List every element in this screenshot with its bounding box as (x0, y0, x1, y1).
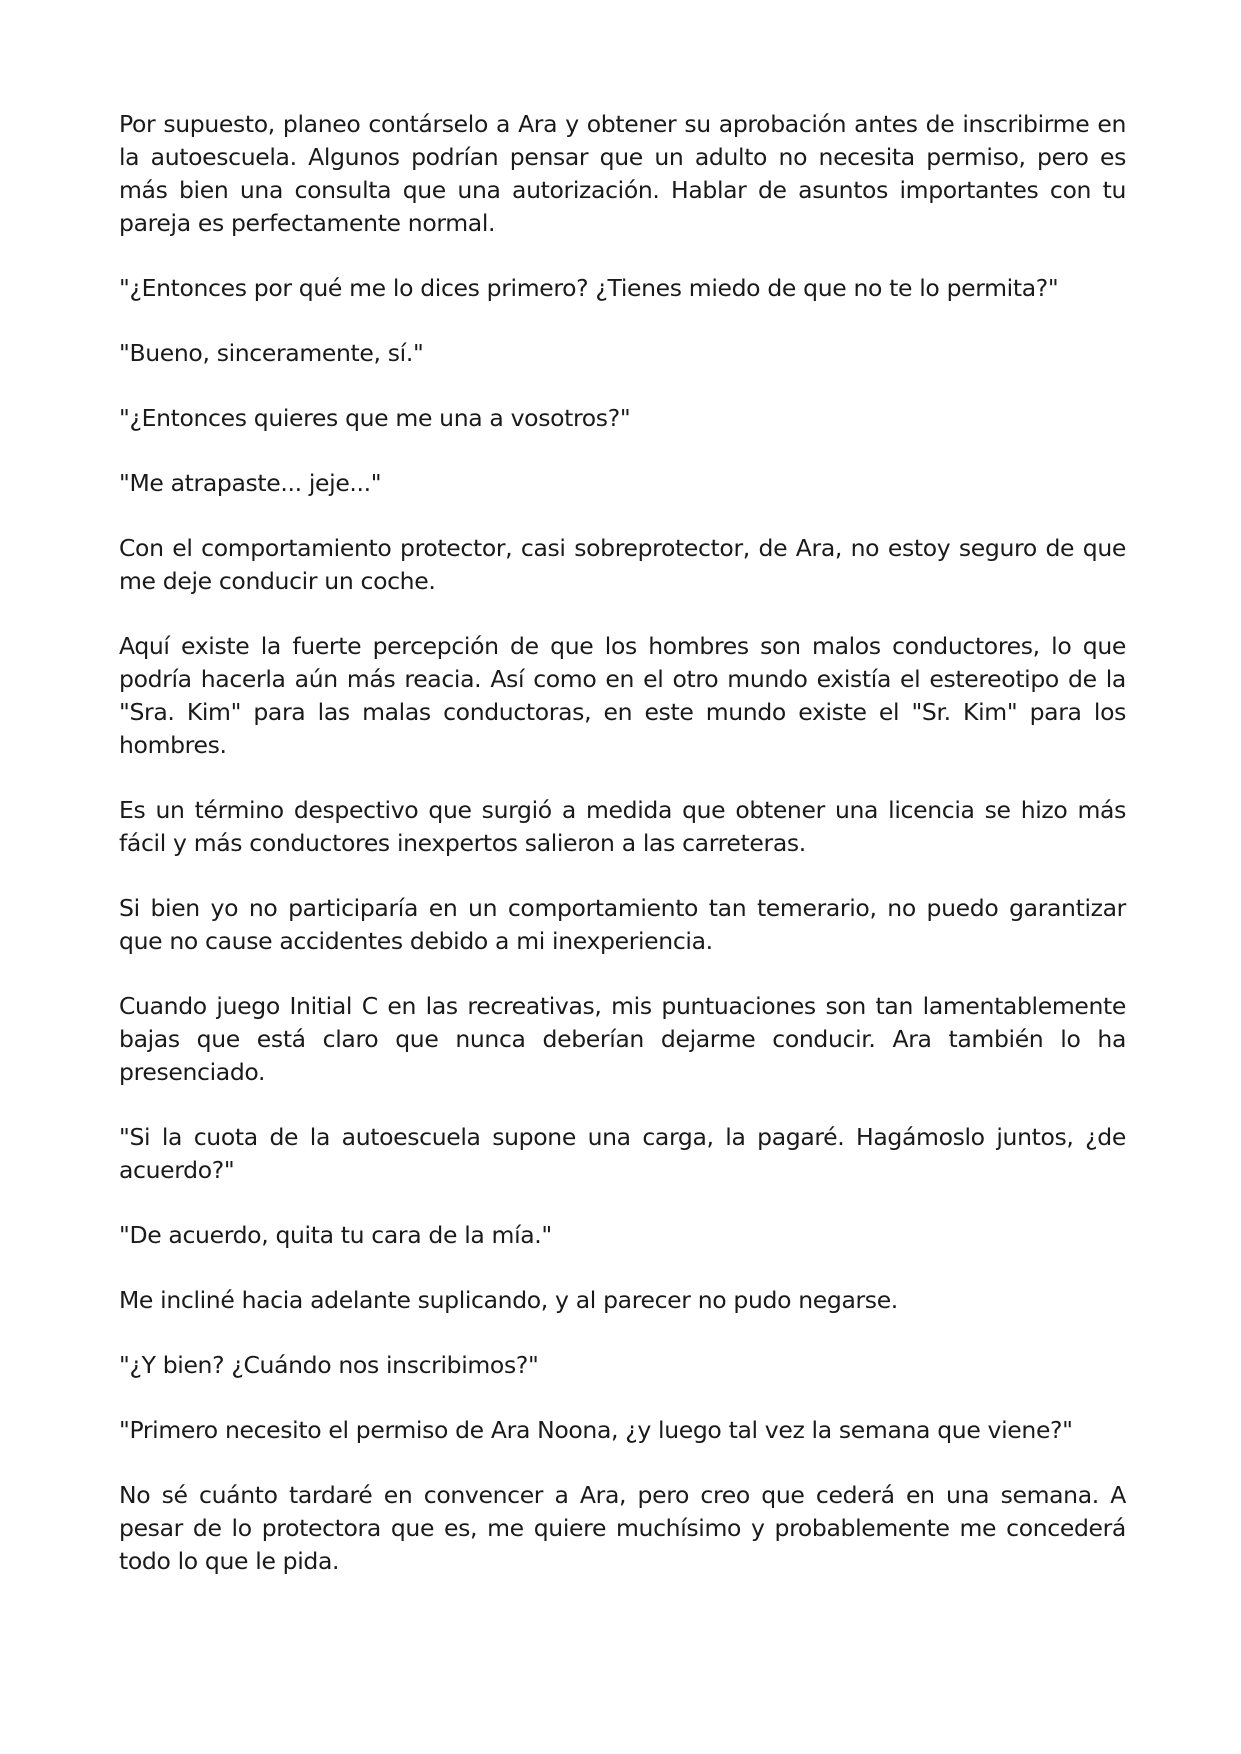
paragraph: Por supuesto, planeo contárselo a Ara y obtener su aprobación antes de inscribirme en la autoescuela. Algunos podrían pensar que un adulto no necesita permiso, pero es más bien una consulta que una autorización. Hablar de asuntos importantes con tu pareja es perfectamente normal. (119, 110, 1126, 237)
paragraph: Con el comportamiento protector, casi sobreprotector, de Ara, no estoy seguro de que me deje conducir un coche. (119, 534, 1126, 595)
paragraph: Es un término despectivo que surgió a medida que obtener una licencia se hizo más fácil y más conductores inexpertos salieron a las carreteras. (119, 796, 1126, 857)
paragraph: "De acuerdo, quita tu cara de la mía." (119, 1221, 552, 1249)
paragraph: "¿Y bien? ¿Cuándo nos inscribimos?" (119, 1351, 539, 1379)
paragraph: "Bueno, sinceramente, sí." (119, 339, 424, 367)
paragraph: Aquí existe la fuerte percepción de que los hombres son malos conductores, lo que podría hacerla aún más reacia. Así como en el otro mundo existía el estereotipo de la "Sra. Kim" para las malas conductoras, en este mundo existe el "Sr. Kim" para los hombres. (119, 632, 1126, 759)
paragraph: "¿Entonces por qué me lo dices primero? ¿Tienes miedo de que no te lo permita?" (119, 274, 1059, 302)
paragraph: "¿Entonces quieres que me una a vosotros?" (119, 404, 631, 432)
paragraph: Si bien yo no participaría en un comportamiento tan temerario, no puedo garantizar que no cause accidentes debido a mi inexperiencia. (119, 894, 1126, 955)
paragraph: Me incliné hacia adelante suplicando, y al parecer no pudo negarse. (119, 1286, 898, 1314)
paragraph: Cuando juego Initial C en las recreativas, mis puntuaciones son tan lamentablemente bajas que está claro que nunca deberían dejarme conducir. Ara también lo ha presenciado. (119, 992, 1126, 1086)
paragraph: "Primero necesito el permiso de Ara Noona, ¿y luego tal vez la semana que viene?" (119, 1416, 1073, 1444)
document-page (119, 108, 1126, 1610)
paragraph: "Me atrapaste... jeje..." (119, 469, 382, 497)
paragraph: No sé cuánto tardaré en convencer a Ara, pero creo que cederá en una semana. A pesar de lo protectora que es, me quiere muchísimo y probablemente me concederá todo lo que le pida. (119, 1481, 1126, 1575)
paragraph: "Si la cuota de la autoescuela supone una carga, la pagaré. Hagámoslo juntos, ¿de acuerdo?" (119, 1123, 1126, 1184)
